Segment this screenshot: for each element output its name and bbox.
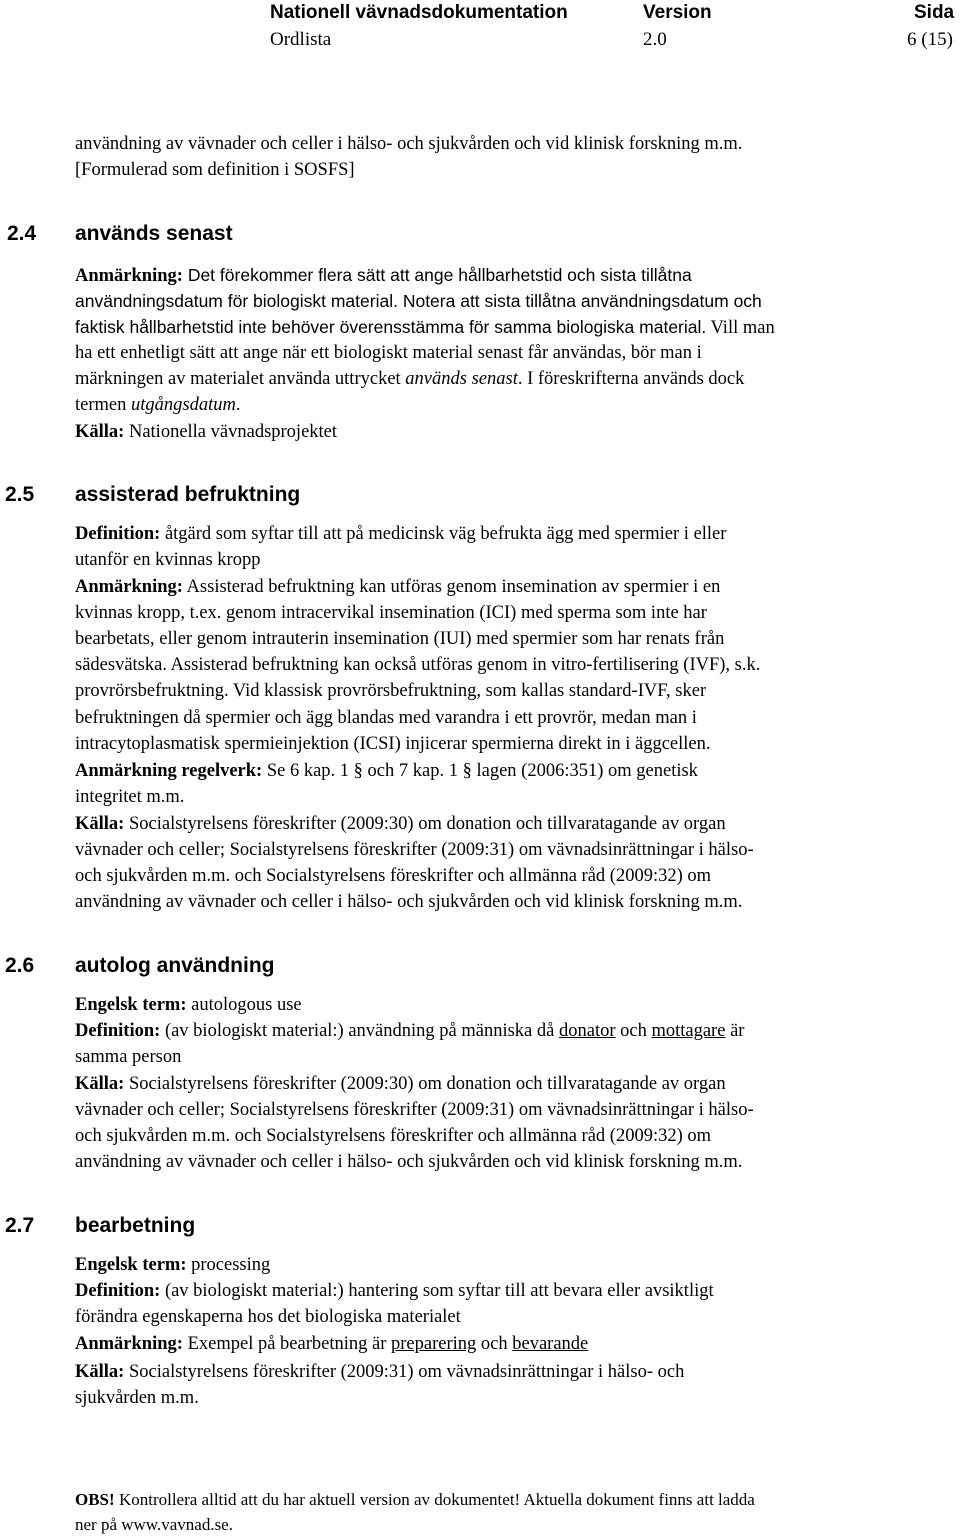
source-label: Källa: [75, 422, 125, 442]
source-label: Källa: [75, 814, 125, 834]
section-heading-2-5 [5, 481, 505, 509]
remark-line: befruktningen då spermier och ägg blandas med varandra i ett provrör, medan man i [75, 708, 697, 728]
definition-line: Definition: (av biologiskt material:) hantering som syftar till att bevara eller avsiktligt [75, 1281, 714, 1301]
section-title: bearbetning [75, 1214, 196, 1237]
remark-line: märkningen av materialet använda uttrycket används senast. I föreskrifterna används dock [75, 369, 745, 389]
header-subtitle: Ordlista [270, 29, 332, 50]
header-version-label: Version [643, 2, 712, 23]
remark-line: bearbetats, eller genom intrauterin insemination (IUI) med spermier som har renats från [75, 629, 725, 649]
definition-label: Definition: [75, 1281, 161, 1301]
source-label: Källa: [75, 1074, 125, 1094]
section-heading-2-7 [5, 1212, 505, 1240]
remark-line: ha ett enhetligt sätt att ange när ett biologiskt material senast får användas, bör man i [75, 343, 702, 363]
remark-label: Anmärkning: [75, 1334, 183, 1354]
remark-label: Anmärkning: [75, 577, 183, 597]
section-heading-2-4 [7, 220, 507, 248]
footer-notice: OBS! Kontrollera alltid att du har aktuell version av dokumentet! Aktuella dokument finns att ladda [75, 1490, 755, 1509]
remark-line: Anmärkning: Exempel på bearbetning är preparering och bevarande [75, 1334, 589, 1354]
section-number: 2.5 [5, 483, 35, 506]
remark-line: termen utgångsdatum. [75, 395, 241, 415]
definition-label: Definition: [75, 1021, 161, 1041]
source-line: Källa: Socialstyrelsens föreskrifter (2009:31) om vävnadsinrättningar i hälso- och [75, 1362, 685, 1382]
source-line: vävnader och celler; Socialstyrelsens föreskrifter (2009:31) om vävnadsinrättningar i hälso- [75, 840, 754, 860]
source-line: Källa: Socialstyrelsens föreskrifter (2009:30) om donation och tillvaratagande av organ [75, 1074, 726, 1094]
remark-line: Anmärkning: Det förekommer flera sätt att ange hållbarhetstid och sista tillåtna [75, 265, 692, 286]
source-line: Källa: Nationella vävnadsprojektet [75, 422, 338, 442]
remark-line: användningsdatum för biologiskt material. Notera att sista tillåtna användningsdatum och [75, 291, 762, 311]
definition-line: Definition: (av biologiskt material:) användning på människa då donator och mottagare är [75, 1021, 745, 1041]
remark-line: sädesvätska. Assisterad befruktning kan också utföras genom in vitro-fertilisering (IVF), s.k. [75, 655, 761, 675]
footer-obs-label: OBS! [75, 1490, 115, 1509]
section-number: 2.6 [5, 954, 35, 977]
remark-line: intracytoplasmatisk spermieinjektion (ICSI) injicerar spermierna direkt in i äggcellen. [75, 734, 711, 754]
remark-label: Anmärkning: [75, 266, 183, 286]
remark-line: provrörsbefruktning. Vid klassisk provrörsbefruktning, som kallas standard-IVF, sker [75, 681, 707, 701]
section-title: assisterad befruktning [75, 483, 301, 506]
term-link-bevarande[interactable]: bevarande [512, 1334, 589, 1354]
header-title: Nationell vävnadsdokumentation [270, 2, 568, 23]
english-term-label: Engelsk term: [75, 1255, 187, 1275]
remark-line: Anmärkning: Assisterad befruktning kan utföras genom insemination av spermier i en [75, 577, 721, 597]
source-line: och sjukvården m.m. och Socialstyrelsens föreskrifter och allmänna råd (2009:32) om [75, 866, 712, 886]
intro-line: [Formulerad som definition i SOSFS] [75, 160, 355, 180]
section-number: 2.4 [7, 222, 37, 245]
source-line: användning av vävnader och celler i hälso- och sjukvården och vid klinisk forskning m.m. [75, 892, 743, 912]
remark-line: faktisk hållbarhetstid inte behöver överensstämma för samma biologiska material. Vill man [75, 317, 775, 338]
remark-line: kvinnas kropp, t.ex. genom intracervikal insemination (ICI) med sperma som inte har [75, 603, 707, 623]
definition-line: samma person [75, 1047, 182, 1067]
term-link-donator[interactable]: donator [558, 1021, 616, 1041]
english-term-line: Engelsk term: processing [75, 1255, 271, 1275]
definition-line: Definition: åtgärd som syftar till att på medicinsk väg befrukta ägg med spermier i eller [75, 524, 727, 544]
footer-notice: ner på www.vavnad.se. [75, 1515, 233, 1534]
term-link-mottagare[interactable]: mottagare [651, 1021, 726, 1041]
section-title: används senast [75, 222, 233, 245]
regulation-remark-line: integritet m.m. [75, 787, 185, 807]
definition-label: Definition: [75, 524, 161, 544]
term-link-preparering[interactable]: preparering [391, 1334, 477, 1354]
regulation-remark-line: Anmärkning regelverk: Se 6 kap. 1 § och 7 kap. 1 § lagen (2006:351) om genetisk [75, 761, 698, 781]
source-line: sjukvården m.m. [75, 1388, 199, 1408]
section-number: 2.7 [5, 1214, 35, 1237]
definition-line: förändra egenskaperna hos det biologiska materialet [75, 1307, 461, 1327]
document-header-values [0, 29, 960, 55]
source-line: användning av vävnader och celler i hälso- och sjukvården och vid klinisk forskning m.m. [75, 1152, 743, 1172]
section-heading-2-6 [5, 952, 505, 980]
header-page-label: Sida [914, 2, 955, 23]
english-term-label: Engelsk term: [75, 995, 187, 1015]
source-line: Källa: Socialstyrelsens föreskrifter (2009:30) om donation och tillvaratagande av organ [75, 814, 726, 834]
source-line: vävnader och celler; Socialstyrelsens föreskrifter (2009:31) om vävnadsinrättningar i hälso- [75, 1100, 754, 1120]
section-title: autolog användning [75, 954, 275, 977]
source-label: Källa: [75, 1362, 125, 1382]
english-term-line: Engelsk term: autologous use [75, 995, 302, 1015]
header-page-value: 6 (15) [907, 29, 953, 50]
definition-line: utanför en kvinnas kropp [75, 550, 261, 570]
document-header [0, 2, 960, 28]
header-version-value: 2.0 [643, 29, 667, 50]
regulation-remark-label: Anmärkning regelverk: [75, 761, 263, 781]
source-line: och sjukvården m.m. och Socialstyrelsens föreskrifter och allmänna råd (2009:32) om [75, 1126, 712, 1146]
intro-line: användning av vävnader och celler i hälso- och sjukvården och vid klinisk forskning m.m. [75, 134, 743, 154]
